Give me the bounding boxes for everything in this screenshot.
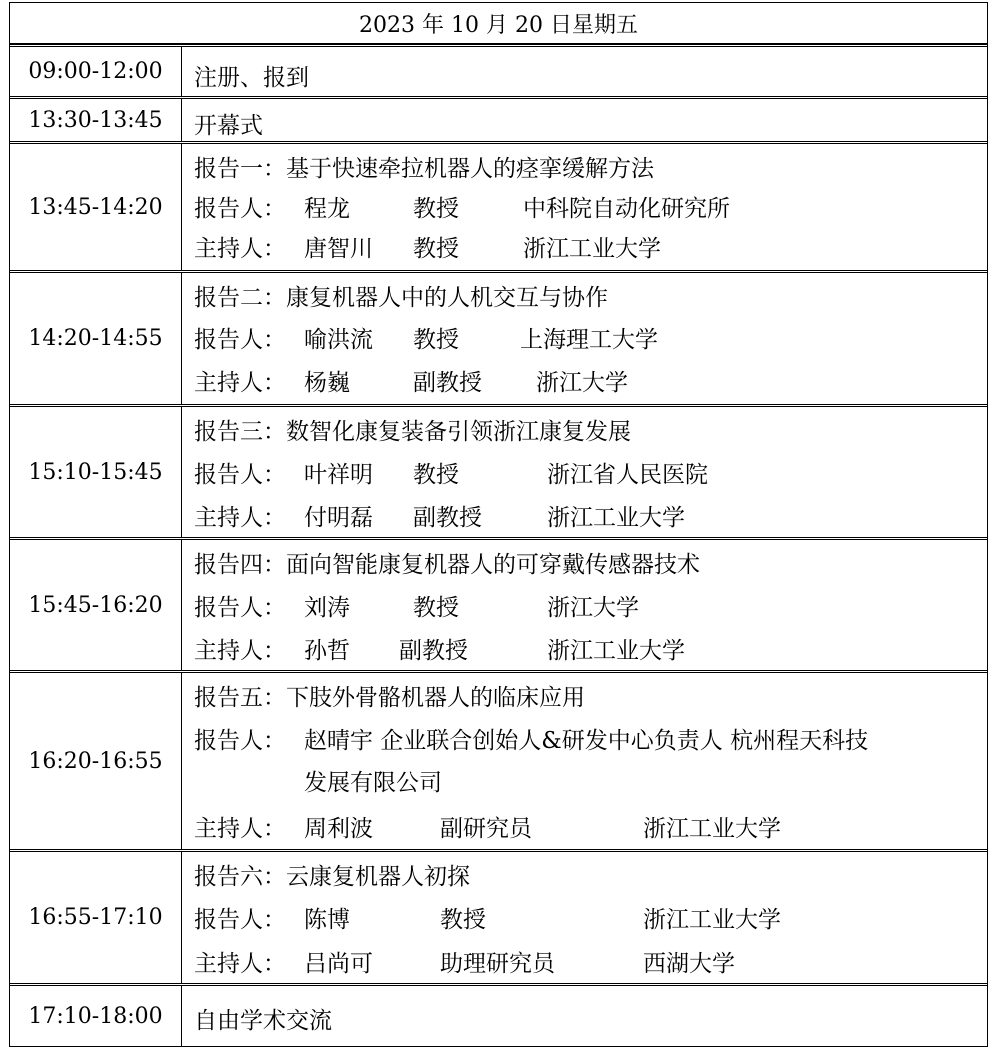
- speaker-org: 中科院自动化研究所: [523, 196, 730, 222]
- host-label: 主持人：: [194, 505, 286, 531]
- speaker-role: 教授: [413, 327, 459, 353]
- host-org: 浙江工业大学: [547, 505, 685, 531]
- speaker-name: 程龙: [304, 196, 350, 222]
- speaker-org: 浙江大学: [547, 595, 639, 621]
- host-org: 西湖大学: [643, 951, 735, 977]
- time-cell: 15:45-16:20: [10, 540, 182, 670]
- speaker-role: 教授: [413, 196, 459, 222]
- speaker-label: 报告人：: [194, 728, 286, 754]
- host-label: 主持人：: [194, 816, 286, 842]
- host-label: 主持人：: [194, 370, 286, 396]
- speaker-label: 报告人：: [194, 462, 286, 488]
- time-cell: 13:30-13:45: [10, 99, 182, 141]
- time-cell: 16:20-16:55: [10, 673, 182, 849]
- session-title: 开幕式: [194, 113, 263, 139]
- schedule-table: [9, 2, 988, 1047]
- host-org: 浙江工业大学: [547, 638, 685, 664]
- speaker-name: 叶祥明: [304, 462, 373, 488]
- report-title: 报告二：康复机器人中的人机交互与协作: [194, 285, 608, 311]
- speaker-name: 刘涛: [304, 595, 350, 621]
- session-title: 自由学术交流: [194, 1008, 332, 1034]
- host-name: 唐智川: [304, 236, 373, 262]
- host-label: 主持人：: [194, 638, 286, 664]
- speaker-label: 报告人：: [194, 196, 286, 222]
- table-row: [10, 404, 987, 537]
- speaker-label: 报告人：: [194, 327, 286, 353]
- speaker-label: 报告人：: [194, 595, 286, 621]
- speaker-org: 上海理工大学: [520, 327, 658, 353]
- time-cell: 13:45-14:20: [10, 144, 182, 270]
- table-row: [10, 670, 987, 849]
- host-label: 主持人：: [194, 236, 286, 262]
- host-name: 吕尚可: [304, 951, 373, 977]
- host-org: 浙江工业大学: [523, 236, 661, 262]
- speaker-text: 赵晴宇 企业联合创始人&研发中心负责人 杭州程天科技: [304, 728, 869, 754]
- host-org: 浙江工业大学: [643, 816, 781, 842]
- table-row: [10, 96, 987, 141]
- table-row: [10, 849, 987, 983]
- speaker-org: 浙江工业大学: [643, 907, 781, 933]
- time-cell: 17:10-18:00: [10, 986, 182, 1047]
- date-header: 2023 年 10 月 20 日星期五: [10, 3, 987, 44]
- table-row: [10, 270, 987, 404]
- table-row: [10, 44, 987, 96]
- report-title: 报告一：基于快速牵拉机器人的痉挛缓解方法: [194, 156, 654, 182]
- host-role: 副教授: [413, 370, 482, 396]
- session-title: 注册、报到: [194, 65, 309, 91]
- host-name: 杨巍: [304, 370, 350, 396]
- time-cell: 09:00-12:00: [10, 47, 182, 96]
- table-row: [10, 537, 987, 670]
- speaker-label: 报告人：: [194, 907, 286, 933]
- host-name: 周利波: [304, 816, 373, 842]
- report-title: 报告五：下肢外骨骼机器人的临床应用: [194, 685, 585, 711]
- host-role: 副研究员: [440, 816, 532, 842]
- host-role: 副教授: [399, 638, 468, 664]
- speaker-role: 教授: [440, 907, 486, 933]
- speaker-role: 教授: [413, 462, 459, 488]
- report-title: 报告三：数智化康复装备引领浙江康复发展: [194, 419, 631, 445]
- speaker-role: 教授: [413, 595, 459, 621]
- speaker-name: 陈博: [304, 907, 350, 933]
- time-cell: 15:10-15:45: [10, 407, 182, 537]
- time-cell: 14:20-14:55: [10, 273, 182, 404]
- time-cell: 16:55-17:10: [10, 852, 182, 983]
- report-title: 报告六：云康复机器人初探: [194, 864, 470, 890]
- table-row: [10, 983, 987, 1047]
- host-name: 付明磊: [304, 505, 373, 531]
- host-role: 副教授: [413, 505, 482, 531]
- host-name: 孙哲: [304, 638, 350, 664]
- host-role: 教授: [413, 236, 459, 262]
- table-row: [10, 141, 987, 270]
- speaker-name: 喻洪流: [304, 327, 373, 353]
- host-org: 浙江大学: [536, 370, 628, 396]
- speaker-org: 浙江省人民医院: [547, 462, 708, 488]
- host-label: 主持人：: [194, 951, 286, 977]
- host-role: 助理研究员: [440, 951, 555, 977]
- report-title: 报告四：面向智能康复机器人的可穿戴传感器技术: [194, 552, 700, 578]
- speaker-text-continued: 发展有限公司: [304, 770, 442, 796]
